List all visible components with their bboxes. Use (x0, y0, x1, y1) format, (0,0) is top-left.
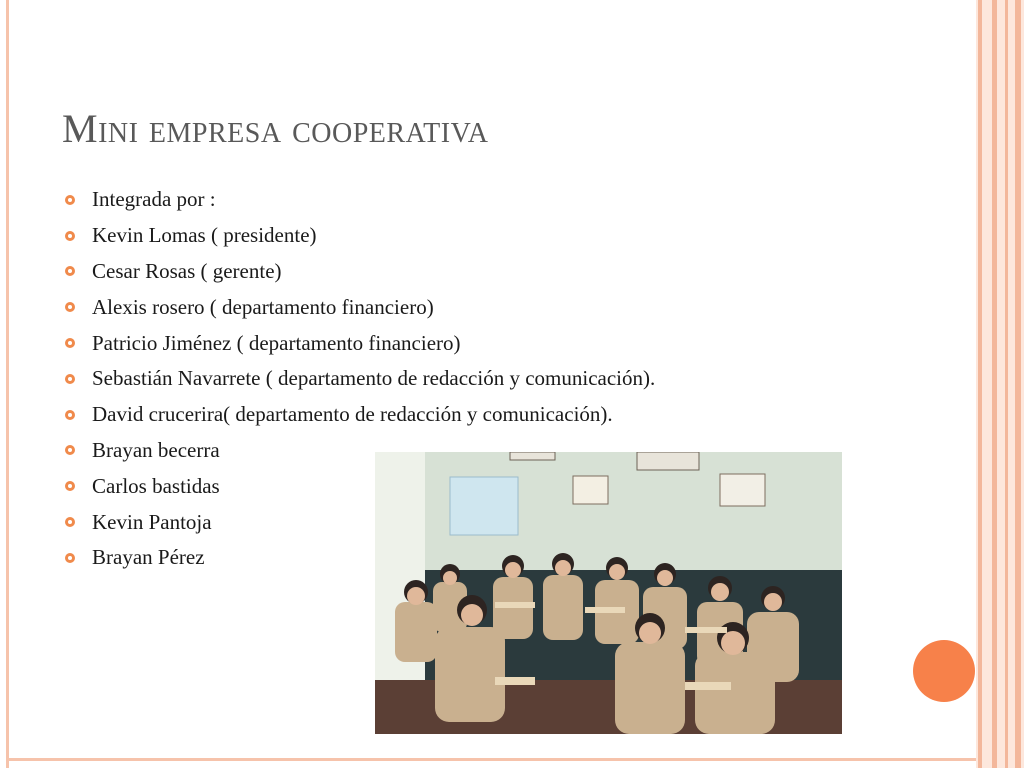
list-item (62, 254, 655, 290)
bullet-icon (62, 478, 82, 494)
bullet-icon (62, 263, 82, 279)
list-item-text: Sebastián Navarrete ( departamento de redacción y comunicación). (92, 366, 656, 391)
decorative-orange-circle (913, 640, 975, 702)
right-decor-line (1015, 0, 1021, 768)
bullet-icon (62, 192, 82, 208)
bullet-icon (62, 299, 82, 315)
list-item-text: Patricio Jiménez ( departamento financiero) (92, 330, 461, 355)
list-item-text: Brayan Pérez (92, 545, 205, 570)
list-item-text: Kevin Pantoja (92, 509, 212, 534)
right-decor-line (1005, 0, 1008, 768)
classroom-photo (375, 452, 842, 734)
list-item-text: Cesar Rosas ( gerente) (92, 258, 282, 283)
list-item (62, 361, 655, 397)
bottom-border-stripe (6, 758, 986, 761)
slide-title: Mini empresa cooperativa (62, 106, 489, 151)
list-item-text: Kevin Lomas ( presidente) (92, 223, 317, 248)
bullet-icon (62, 514, 82, 530)
list-item-text: Brayan becerra (92, 437, 220, 462)
list-item-text: David crucerira( departamento de redacción y comunicación). (92, 402, 613, 427)
list-item-text: Integrada por : (92, 187, 216, 212)
bullet-icon (62, 335, 82, 351)
classroom-photo-illustration (375, 452, 842, 734)
left-border-stripe (6, 0, 9, 768)
list-item-text: Alexis rosero ( departamento financiero) (92, 294, 434, 319)
list-item-text: Carlos bastidas (92, 473, 220, 498)
bullet-icon (62, 442, 82, 458)
bullet-icon (62, 371, 82, 387)
list-item (62, 218, 655, 254)
list-item (62, 325, 655, 361)
list-item (62, 397, 655, 433)
right-decor-line (978, 0, 982, 768)
bullet-icon (62, 407, 82, 423)
list-item (62, 182, 655, 218)
right-decor-line (992, 0, 997, 768)
list-item (62, 289, 655, 325)
bullet-icon (62, 228, 82, 244)
bullet-icon (62, 550, 82, 566)
